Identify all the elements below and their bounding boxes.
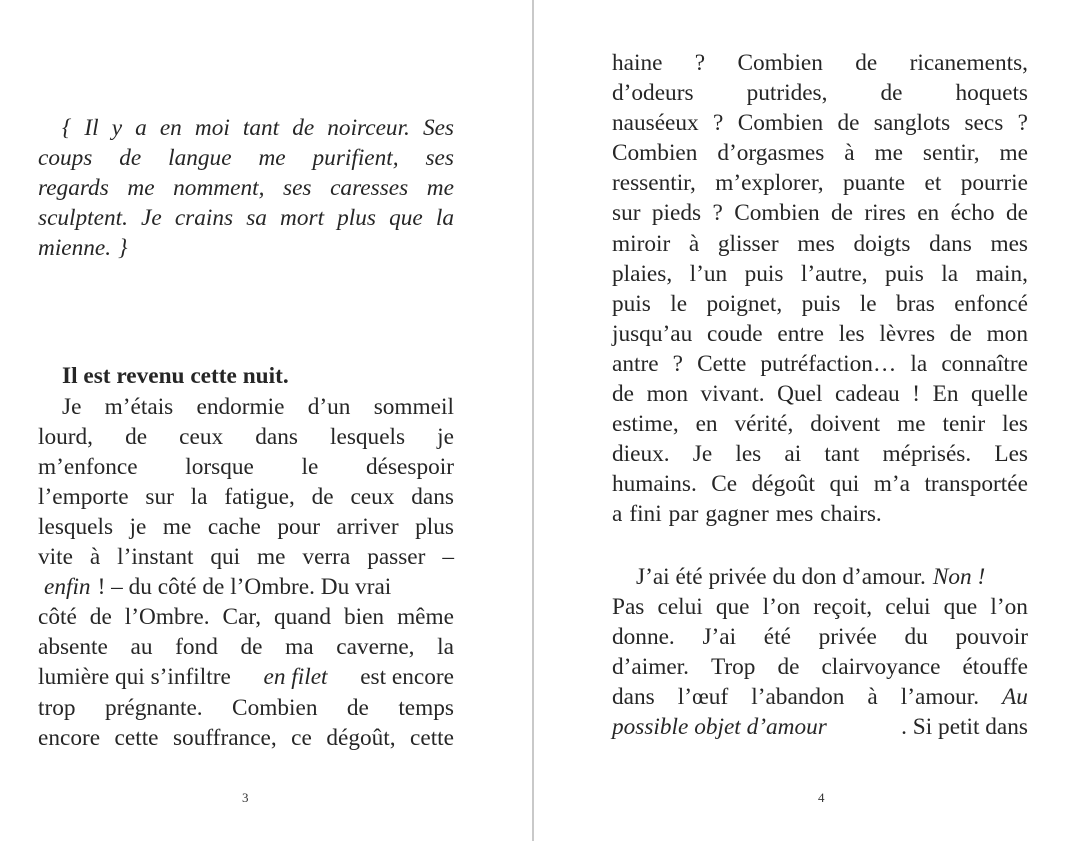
body-line: [38, 482, 454, 512]
word: }: [118, 235, 128, 262]
word: hoquets: [955, 80, 1028, 107]
word: puis: [612, 290, 651, 317]
word: l’un: [689, 260, 728, 287]
word: plus: [415, 513, 454, 540]
word: mon: [646, 381, 688, 408]
word: humains.: [612, 471, 697, 498]
word: même: [397, 604, 454, 631]
word: de: [855, 50, 878, 76]
word: lorsque: [185, 453, 254, 480]
word: pour: [277, 513, 321, 540]
section-heading-text: Il est revenu cette nuit.: [62, 363, 289, 390]
word: langue: [168, 145, 232, 172]
page-number: 4: [818, 790, 825, 805]
italic-emphasis: Au: [1002, 683, 1028, 710]
word: ai: [784, 441, 802, 468]
word: sculptent.: [38, 205, 128, 232]
word: nauséeux: [612, 110, 699, 137]
word: pourrie: [960, 170, 1028, 197]
word: passer: [367, 544, 426, 571]
word: d’odeurs: [612, 80, 694, 107]
word: Combien: [612, 140, 698, 167]
word: me: [426, 175, 454, 202]
word: y: [111, 115, 123, 141]
italic-emphasis: possible objet d’amour: [612, 713, 827, 740]
word: vivant.: [700, 381, 765, 408]
word: dans: [255, 423, 298, 450]
word: temps: [398, 694, 454, 721]
word: endormie: [196, 393, 285, 420]
word: clairvoyance: [821, 653, 941, 680]
epigraph-line: [38, 173, 454, 203]
body-line: [612, 562, 1028, 592]
word: nomment,: [173, 175, 265, 202]
word: mes: [797, 230, 835, 257]
word: Je: [62, 393, 82, 420]
word: mon: [986, 320, 1028, 347]
word: de: [777, 653, 800, 680]
word: Ses: [422, 115, 454, 141]
word: Les: [994, 441, 1028, 468]
body-line: [38, 693, 454, 723]
word: que: [715, 593, 750, 620]
word: me: [257, 544, 286, 571]
word: ?: [712, 200, 723, 227]
word: Je: [692, 441, 713, 468]
body-line: [612, 229, 1028, 259]
body-line: [612, 682, 1028, 712]
word: sanglots: [873, 110, 951, 137]
word: crains: [174, 205, 234, 232]
word: J’ai: [702, 623, 737, 650]
word: estime,: [612, 411, 679, 438]
body-line: [38, 392, 454, 422]
right-page-text: [612, 48, 1028, 742]
word: me: [162, 513, 192, 540]
body-line: [612, 48, 1028, 78]
word: ?: [713, 110, 724, 137]
word: Combien: [232, 694, 318, 721]
word: de: [311, 483, 334, 510]
word: je: [129, 513, 147, 540]
word: doigts: [853, 230, 911, 257]
body-line: [612, 168, 1028, 198]
body-line: [612, 439, 1028, 469]
word: bien: [343, 604, 385, 631]
word: tenir: [942, 411, 986, 438]
word: me: [897, 411, 926, 438]
word: puis: [884, 260, 924, 287]
word: le: [859, 290, 877, 317]
word: cette: [114, 724, 159, 751]
word: a: [612, 501, 623, 528]
word: à: [688, 230, 700, 257]
body-line: [38, 572, 454, 602]
word: vite: [38, 544, 73, 571]
body-text: à: [867, 683, 878, 710]
epigraph-line: [38, 203, 454, 233]
italic-emphasis: enfin: [44, 574, 91, 601]
word: de: [1005, 200, 1028, 227]
body-line: [612, 712, 1028, 742]
word: Combien: [737, 110, 824, 137]
word: encore: [38, 724, 101, 751]
word: de: [831, 200, 853, 227]
word: qui: [829, 471, 860, 498]
body-paragraph: [38, 392, 454, 753]
word: d’aimer.: [612, 653, 689, 680]
word: d’orgasmes: [717, 140, 825, 167]
word: m’étais: [104, 393, 174, 420]
word: l’on: [762, 593, 801, 620]
word: main,: [975, 260, 1028, 287]
body-line: [612, 78, 1028, 108]
word: Combien: [737, 50, 823, 76]
word: le: [670, 290, 688, 317]
body-line: [612, 622, 1028, 652]
word: la: [910, 350, 928, 377]
word: m’a: [873, 471, 910, 498]
body-text: l’œuf: [677, 683, 729, 710]
word: la: [437, 634, 454, 661]
word: me: [999, 140, 1028, 167]
body-line: [612, 319, 1028, 349]
body-paragraph: [612, 48, 1028, 530]
word: l’on: [990, 593, 1028, 620]
word: quand: [274, 604, 331, 631]
word: le: [301, 453, 319, 480]
word: à: [844, 140, 855, 167]
word: lesquels: [38, 513, 114, 540]
body-text: l’amour.: [900, 683, 980, 710]
word: dieux.: [612, 441, 670, 468]
word: étouffe: [962, 653, 1028, 680]
word: coups: [38, 145, 93, 172]
word: trop: [38, 694, 76, 721]
word: enfoncé: [954, 290, 1028, 317]
word: me: [258, 145, 286, 172]
word: putrides,: [746, 80, 828, 107]
word: Trop: [710, 653, 756, 680]
word: sur: [612, 200, 641, 227]
word: jusqu’au: [612, 320, 693, 347]
word: arriver: [336, 513, 399, 540]
word: les: [735, 441, 762, 468]
body-line: [38, 422, 454, 452]
word: puis: [744, 260, 784, 287]
word: de: [346, 694, 369, 721]
word: la: [941, 260, 959, 287]
word: lesquels: [330, 423, 406, 450]
word: tant: [824, 441, 860, 468]
left-page-text: [38, 113, 454, 753]
word: Car,: [222, 604, 262, 631]
word: Je: [141, 205, 162, 232]
word: en: [159, 115, 182, 141]
body-text: lumière qui s’infiltre: [38, 664, 231, 691]
word: les: [838, 320, 865, 347]
word: ma: [285, 634, 314, 661]
word: écho: [950, 200, 995, 227]
word: –: [442, 544, 454, 571]
page-number: 3: [242, 790, 249, 805]
word: mes: [990, 230, 1028, 257]
word: En: [932, 381, 959, 408]
spacer: [612, 530, 1028, 562]
word: moi: [194, 115, 230, 141]
word: et: [924, 170, 942, 197]
word: l’emporte: [38, 483, 129, 510]
word: la: [190, 483, 208, 510]
word: me: [127, 175, 155, 202]
word: de: [89, 604, 112, 631]
word: caresses: [330, 175, 409, 202]
word: entre: [777, 320, 824, 347]
word: de: [119, 145, 142, 172]
word: Combien: [734, 200, 820, 227]
word: fatigue,: [224, 483, 295, 510]
body-line: [38, 602, 454, 632]
word: à: [89, 544, 101, 571]
word: doivent: [810, 411, 881, 438]
word: été: [763, 623, 791, 650]
word: ?: [672, 350, 684, 377]
spacer: [38, 263, 454, 361]
word: l’instant: [117, 544, 194, 571]
word: vérité,: [734, 411, 794, 438]
body-text: dans: [612, 683, 655, 710]
word: ses: [283, 175, 312, 202]
word: {: [62, 115, 72, 141]
word: miroir: [612, 230, 671, 257]
word: dans: [411, 483, 454, 510]
word: Cette: [697, 350, 747, 377]
word: cache: [207, 513, 261, 540]
word: de: [612, 381, 634, 408]
word: méprisés.: [882, 441, 972, 468]
epigraph-line: [38, 113, 454, 143]
word: la: [435, 205, 454, 232]
body-line: [612, 592, 1028, 622]
word: Pas: [612, 593, 645, 620]
word: ?: [1017, 110, 1028, 137]
word: souffrance,: [172, 724, 277, 751]
word: sur: [145, 483, 174, 510]
body-text: l’abandon: [751, 683, 845, 710]
word: mort: [280, 205, 325, 232]
word: celui: [885, 593, 931, 620]
word: antre: [612, 350, 659, 377]
word: m’enfonce: [38, 453, 138, 480]
word: mienne.: [38, 235, 112, 262]
word: coude: [707, 320, 763, 347]
body-line: [38, 452, 454, 482]
word: sommeil: [373, 393, 454, 420]
section-heading: [38, 361, 454, 391]
body-text: ! – du côté de l’Ombre. Du vrai: [97, 574, 392, 601]
word: gagner: [705, 501, 769, 528]
body-line: [612, 469, 1028, 499]
word: absente: [38, 634, 108, 661]
word: purifient,: [312, 145, 399, 172]
word: putréfaction…: [760, 350, 897, 377]
word: cette: [410, 724, 454, 751]
word: m’explorer,: [715, 170, 824, 197]
word: Il: [84, 115, 99, 141]
body-line: [38, 662, 454, 692]
word: fond: [175, 634, 218, 661]
word: me: [874, 140, 903, 167]
word: glisser: [717, 230, 779, 257]
body-line: [612, 499, 1028, 529]
word: Quel: [777, 381, 823, 408]
word: en: [917, 200, 940, 227]
word: sa: [246, 205, 267, 232]
word: bras: [896, 290, 935, 317]
body-line: [38, 512, 454, 542]
body-line: [612, 289, 1028, 319]
body-line: [38, 542, 454, 572]
word: du: [904, 623, 928, 650]
word: ses: [425, 145, 454, 172]
word: tant: [242, 115, 280, 141]
word: ceux: [179, 423, 224, 450]
word: désespoir: [366, 453, 454, 480]
word: lourd,: [38, 423, 94, 450]
word: donne.: [612, 623, 675, 650]
epigraph-line: [38, 233, 454, 263]
word: de: [292, 115, 315, 141]
body-line: [612, 349, 1028, 379]
body-text: est encore: [360, 664, 454, 691]
word: je: [437, 423, 454, 450]
word: !: [912, 381, 921, 408]
word: regards: [38, 175, 109, 202]
word: plaies,: [612, 260, 673, 287]
word: prégnante.: [104, 694, 203, 721]
word: lèvres: [879, 320, 936, 347]
word: noirceur.: [327, 115, 410, 141]
word: pouvoir: [955, 623, 1028, 650]
body-text: . Si petit dans: [901, 713, 1028, 740]
word: ?: [694, 50, 706, 76]
word: secs: [964, 110, 1004, 137]
word: côté: [38, 604, 77, 631]
epigraph-line: [38, 143, 454, 173]
body-line: [612, 138, 1028, 168]
word: l’autre,: [800, 260, 868, 287]
word: de: [949, 320, 972, 347]
word: haine: [612, 50, 663, 76]
word: transportée: [924, 471, 1028, 498]
word: que: [943, 593, 978, 620]
word: de: [880, 80, 903, 107]
epigraph: [38, 113, 454, 263]
word: Ce: [711, 471, 738, 498]
word: chairs.: [820, 501, 882, 528]
word: privée: [818, 623, 877, 650]
word: mes: [775, 501, 814, 528]
word: a: [135, 115, 147, 141]
word: par: [668, 501, 699, 528]
body-line: [612, 409, 1028, 439]
word: dégoût,: [326, 724, 396, 751]
word: en: [695, 411, 718, 438]
word: celui: [657, 593, 703, 620]
italic-emphasis: Non !: [932, 563, 986, 590]
word: cadeau: [835, 381, 900, 408]
word: plus: [337, 205, 376, 232]
word: quelle: [971, 381, 1028, 408]
word: l’Ombre.: [124, 604, 210, 631]
word: caverne,: [336, 634, 415, 661]
body-line: [612, 198, 1028, 228]
word: ceux: [350, 483, 395, 510]
word: puis: [801, 290, 841, 317]
word: les: [1002, 411, 1028, 438]
body-line: [38, 723, 454, 753]
word: pieds: [651, 200, 702, 227]
body-line: [612, 652, 1028, 682]
body-line: [38, 632, 454, 662]
word: de: [125, 423, 148, 450]
word: de: [240, 634, 263, 661]
left-page: [0, 0, 532, 841]
word: qui: [210, 544, 241, 571]
body-paragraph-2: [612, 562, 1028, 743]
word: ce: [291, 724, 312, 751]
word: dégoût: [751, 471, 816, 498]
word: dans: [929, 230, 972, 257]
word: fini: [629, 501, 662, 528]
word: verra: [302, 544, 351, 571]
word: ricanements,: [909, 50, 1028, 76]
word: de: [837, 110, 860, 137]
word: d’un: [307, 393, 351, 420]
italic-emphasis: en filet: [263, 664, 328, 691]
body-line: [612, 108, 1028, 138]
body-text: J’ai été privée du don d’amour.: [636, 563, 926, 590]
body-line: [612, 379, 1028, 409]
word: puante: [843, 170, 906, 197]
right-page: [534, 0, 1066, 841]
word: rires: [864, 200, 906, 227]
word: connaître: [941, 350, 1028, 377]
word: que: [389, 205, 423, 232]
word: poignet,: [706, 290, 783, 317]
word: au: [130, 634, 153, 661]
body-line: [612, 259, 1028, 289]
word: reçoit,: [813, 593, 873, 620]
word: sentir,: [922, 140, 980, 167]
word: ressentir,: [612, 170, 696, 197]
